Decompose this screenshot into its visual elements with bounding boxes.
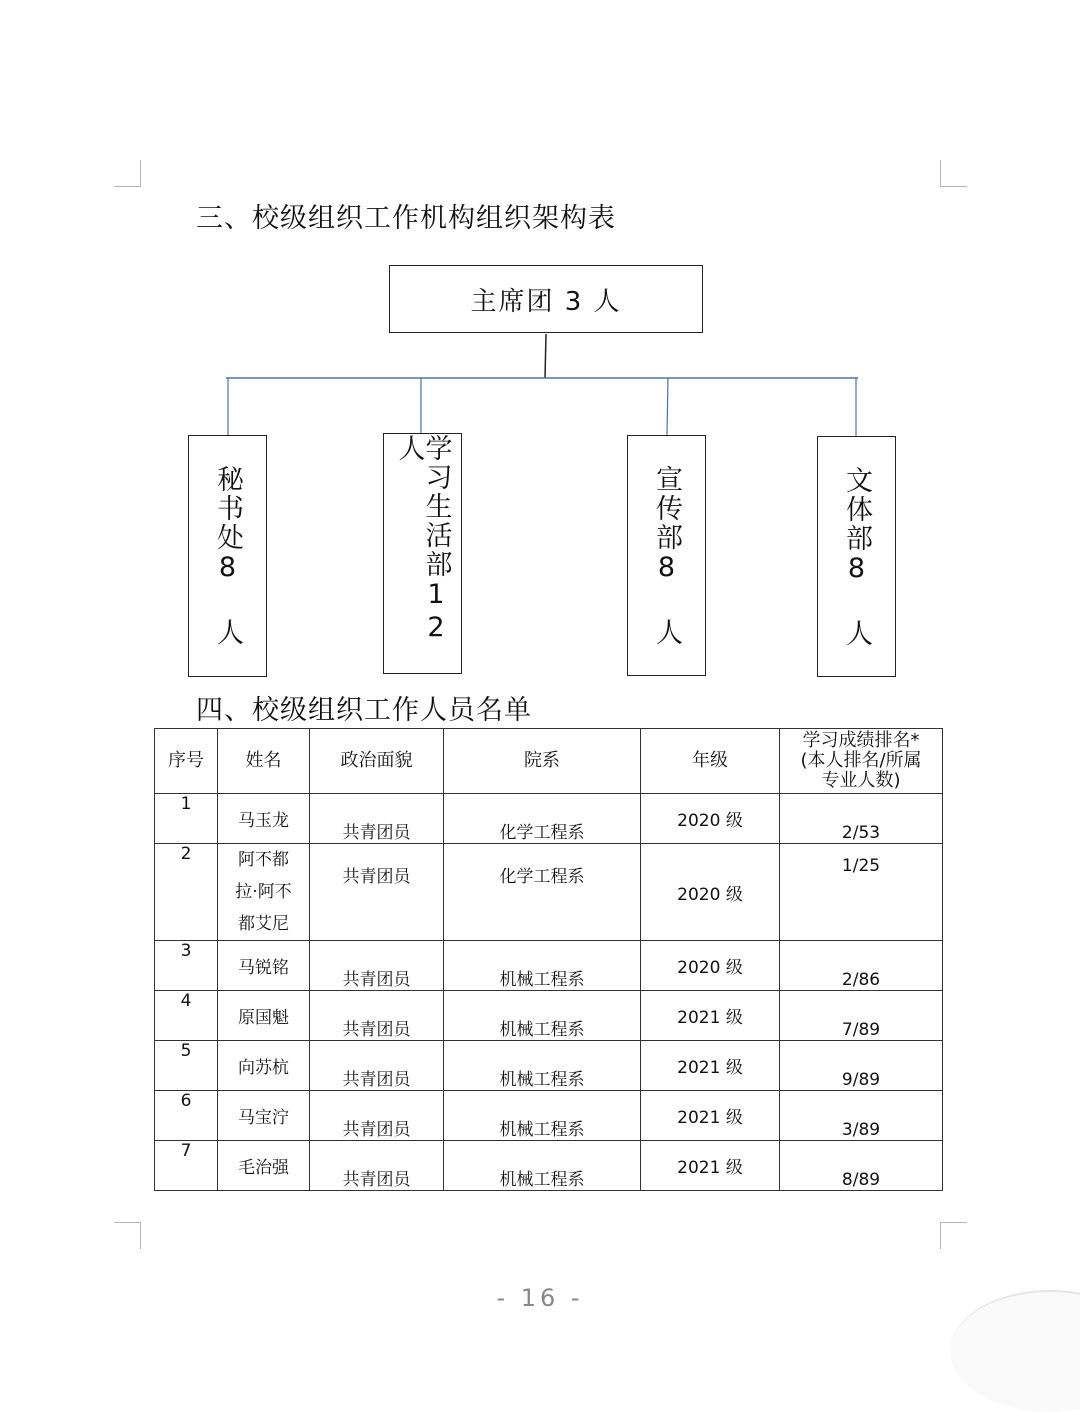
cell-grade: 2020 级 [641,794,780,844]
cell-name: 马玉龙 [218,794,310,844]
header-no: 序号 [155,729,218,794]
cell-department: 机械工程系 [444,1091,641,1141]
table-row [155,1141,943,1191]
table-row [155,1041,943,1091]
dept-box-sports [817,436,896,677]
corner-mark-bottom-left [114,1222,141,1249]
dept-label-sports: 文体部8 人 [841,465,872,648]
header-rank: 学习成绩排名* (本人排名/所属 专业人数) [780,729,943,794]
cell-rank: 9/89 [780,1041,943,1091]
corner-mark-bottom-right [940,1222,967,1249]
cell-department: 机械工程系 [444,1041,641,1091]
dept-box-secretariat [188,435,267,677]
cell-department: 机械工程系 [444,1141,641,1191]
header-political-status: 政治面貌 [310,729,444,794]
cell-rank: 3/89 [780,1091,943,1141]
table-row [155,1091,943,1141]
cell-name: 向苏杭 [218,1041,310,1091]
dept-label-secretariat: 秘书处8 人 [212,465,243,647]
cell-political-status: 共青团员 [310,794,444,844]
cell-grade: 2021 级 [641,1141,780,1191]
cell-no: 7 [155,1141,218,1191]
cell-no: 1 [155,794,218,844]
table-row [155,941,943,991]
dept-label-publicity: 宣传部8 人 [651,464,682,647]
cell-no: 6 [155,1091,218,1141]
dept-box-study-life [383,433,462,674]
staff-table [154,728,943,1191]
cell-rank: 7/89 [780,991,943,1041]
header-department: 院系 [444,729,641,794]
cell-no: 4 [155,991,218,1041]
cell-name: 毛治强 [218,1141,310,1191]
cell-no: 5 [155,1041,218,1091]
connector-branch-publicity [667,378,668,435]
org-chart-connectors [0,0,1080,700]
page-number: - 16 - [496,1284,584,1312]
cell-department: 机械工程系 [444,991,641,1041]
header-name: 姓名 [218,729,310,794]
cell-rank: 2/53 [780,794,943,844]
cell-rank: 1/25 [780,844,943,941]
dept-label-study-life: 学习生活部12 人 [393,434,452,645]
cell-name: 马宝泞 [218,1091,310,1141]
cell-department: 化学工程系 [444,794,641,844]
cell-political-status: 共青团员 [310,844,444,941]
cell-political-status: 共青团员 [310,1041,444,1091]
cell-grade: 2020 级 [641,941,780,991]
cell-name: 马锐铭 [218,941,310,991]
cell-no: 2 [155,844,218,941]
table-header-row [155,729,943,794]
cell-no: 3 [155,941,218,991]
cell-rank: 2/86 [780,941,943,991]
table-row [155,794,943,844]
connector-trunk [545,334,546,378]
org-chart-heading: 三、校级组织工作机构组织架构表 [196,203,616,234]
table-row [155,991,943,1041]
cell-name: 原国魁 [218,991,310,1041]
cell-political-status: 共青团员 [310,1141,444,1191]
cell-grade: 2021 级 [641,1041,780,1091]
header-grade: 年级 [641,729,780,794]
dept-box-publicity [627,435,706,676]
table-row [155,844,943,941]
cell-grade: 2021 级 [641,991,780,1041]
presidium-label: 主席团 3 人 [470,286,622,317]
cell-department: 机械工程系 [444,941,641,991]
cell-name: 阿不都拉·阿不都艾尼 [218,844,310,941]
staff-list-heading: 四、校级组织工作人员名单 [196,695,532,726]
cell-political-status: 共青团员 [310,941,444,991]
cell-department: 化学工程系 [444,844,641,941]
cell-grade: 2021 级 [641,1091,780,1141]
cell-political-status: 共青团员 [310,1091,444,1141]
cell-rank: 8/89 [780,1141,943,1191]
cell-grade: 2020 级 [641,844,780,941]
cell-political-status: 共青团员 [310,991,444,1041]
presidium-box [389,265,703,333]
